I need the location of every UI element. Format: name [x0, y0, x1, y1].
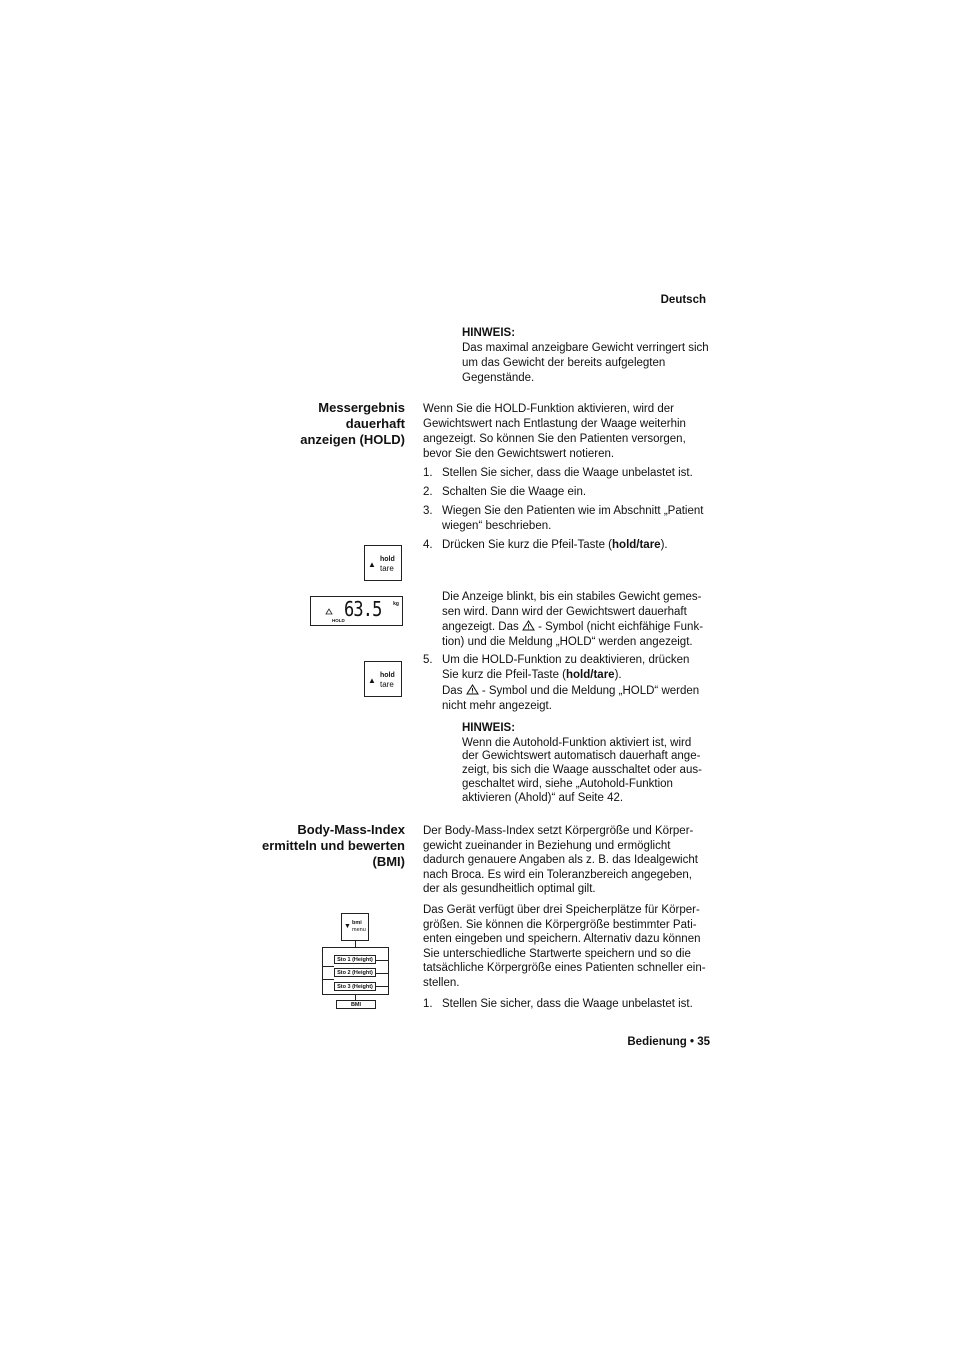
- paragraph-line: tatsächliche Körpergröße eines Patienten schneller ein-: [423, 962, 706, 975]
- scale-display-illustration: [310, 596, 403, 626]
- paragraph-line: bevor Sie den Gewichtswert notieren.: [423, 448, 615, 460]
- note-line: Wenn die Autohold-Funktion aktiviert ist, wird: [462, 736, 692, 749]
- paragraph-line: stellen.: [423, 976, 460, 989]
- paragraph-line: Die Anzeige blinkt, bis ein stabiles Gewicht gemes-: [442, 591, 702, 603]
- list-number: 5.: [423, 654, 433, 666]
- flow-box-sto1: Sto 1 (Height): [334, 955, 376, 964]
- paragraph-line: nach Broca. Es wird ein Toleranzbereich angegeben,: [423, 868, 692, 881]
- bmi-paragraph-2: [423, 903, 718, 991]
- note-block-2: [462, 722, 722, 805]
- key-name-bold: hold/tare: [566, 669, 615, 681]
- text-run: ).: [614, 669, 622, 681]
- list-text: Schalten Sie die Waage ein.: [442, 486, 587, 498]
- list-text: [442, 538, 712, 553]
- list-number: 1.: [423, 467, 433, 479]
- paragraph-line: dadurch genauere Angaben als z. B. das Idealgewicht: [423, 854, 698, 867]
- paragraph-line: Das Gerät verfügt über drei Speicherplätze für Körper-: [423, 904, 700, 916]
- list-text: [442, 653, 712, 714]
- key-label-top: bmi: [352, 920, 362, 926]
- text-run: Sie kurz die Pfeil-Taste (: [442, 669, 566, 681]
- key-label-top: hold: [380, 672, 395, 679]
- up-arrow-icon: ▲: [368, 560, 376, 569]
- paragraph-line: der als gesundheitlich optimal gilt.: [423, 883, 596, 896]
- note-line: zeigt, bis sich die Waage ausschaltet oder aus-: [462, 764, 702, 777]
- paragraph-line: sen wird. Dann wird der Gewichtswert dauerhaft: [442, 606, 687, 618]
- paragraph-line: angezeigt. So können Sie den Patienten versorgen,: [423, 433, 686, 445]
- flow-box-sto2: Sto 2 (Height): [334, 968, 376, 977]
- key-label-bottom: menu: [352, 927, 366, 933]
- section-heading-hold: [240, 400, 405, 448]
- display-unit: kg: [393, 601, 399, 607]
- hold-intro-paragraph: [423, 402, 713, 462]
- list-number: 3.: [423, 505, 433, 517]
- list-text-line: [442, 668, 712, 683]
- flow-connector: [322, 979, 334, 980]
- flow-connector: [322, 966, 334, 967]
- note-line: Das maximal anzeigbare Gewicht verringert sich: [462, 342, 709, 354]
- note-line: Gegenstände.: [462, 372, 535, 384]
- heading-line: Body-Mass-Index: [297, 822, 405, 837]
- heading-line: ermitteln und bewerten: [261, 838, 405, 853]
- display-value: 63.5: [344, 597, 382, 621]
- text-run: ).: [660, 539, 668, 551]
- list-text: Stellen Sie sicher, dass die Waage unbelastet ist.: [442, 467, 693, 479]
- warning-triangle-icon: [522, 620, 535, 631]
- paragraph-line: Der Body-Mass-Index setzt Körpergröße und Körper-: [423, 825, 694, 837]
- flow-connector: [322, 947, 389, 948]
- flow-connector: [388, 947, 389, 995]
- key-name-bold: hold/tare: [612, 539, 661, 551]
- paragraph-line: Sie unterschiedliche Startwerte speichern und so die: [423, 947, 691, 960]
- note-line: geschaltet wird, siehe „Autohold-Funktion: [462, 777, 673, 790]
- note-line: um das Gewicht der bereits aufgelegten: [462, 357, 666, 369]
- down-arrow-icon: ▼: [344, 923, 351, 930]
- paragraph-line: größen. Sie können die Körpergröße bestimmter Pati-: [423, 918, 697, 931]
- text-run: angezeigt. Das: [442, 621, 522, 633]
- paragraph-line: [442, 620, 717, 635]
- list-text-line: Um die HOLD-Funktion zu deaktivieren, drücken: [442, 654, 690, 666]
- list-text-line: nicht mehr angezeigt.: [442, 700, 552, 712]
- page-footer: Bedienung • 35: [627, 1036, 710, 1048]
- section-heading-bmi: [220, 822, 405, 870]
- display-hold-label: HOLD: [332, 618, 345, 623]
- paragraph-line: Gewichtswert nach Entlastung der Waage weiterhin: [423, 418, 686, 430]
- heading-line: dauerhaft: [345, 416, 405, 431]
- flow-connector: [376, 973, 389, 974]
- key-label-bottom: tare: [380, 564, 394, 573]
- paragraph-line: gewicht zueinander in Beziehung und ermöglicht: [423, 839, 671, 852]
- hold-tare-key-icon: [364, 661, 402, 697]
- text-run: - Symbol und die Meldung „HOLD“ werden: [478, 685, 700, 697]
- heading-line: (BMI): [372, 854, 405, 869]
- paragraph-line: Wenn Sie die HOLD-Funktion aktivieren, wird der: [423, 403, 674, 415]
- list-text-line: wiegen“ beschrieben.: [442, 520, 552, 532]
- note-block-1: [462, 326, 722, 386]
- warning-triangle-icon: [326, 609, 332, 614]
- page-language-header: Deutsch: [660, 294, 706, 306]
- list-text: [442, 504, 712, 534]
- note-line: aktivieren (Ahold)“ auf Seite 42.: [462, 791, 624, 804]
- flow-box-bmi: BMI: [336, 1000, 376, 1009]
- flow-connector: [322, 947, 323, 995]
- list-number: 4.: [423, 539, 433, 551]
- bmi-paragraph-1: [423, 824, 718, 897]
- text-run: Das: [442, 685, 466, 697]
- list-text-line: Wiegen Sie den Patienten wie im Abschnitt „Patient: [442, 505, 704, 517]
- text-run: Drücken Sie kurz die Pfeil-Taste (: [442, 539, 613, 551]
- bmi-menu-key-icon: [341, 913, 369, 941]
- list-text: Stellen Sie sicher, dass die Waage unbelastet ist.: [442, 998, 693, 1010]
- key-label-top: hold: [380, 556, 395, 563]
- heading-line: anzeigen (HOLD): [300, 432, 405, 447]
- flow-connector: [376, 960, 389, 961]
- note-title: HINWEIS:: [462, 722, 516, 734]
- heading-line: Messergebnis: [318, 400, 405, 415]
- hold-tare-key-icon: [364, 545, 402, 581]
- list-number: 2.: [423, 486, 433, 498]
- blink-paragraph: [442, 590, 717, 650]
- up-arrow-icon: ▲: [368, 676, 376, 685]
- warning-triangle-icon: [466, 684, 479, 695]
- paragraph-line: enten eingeben und speichern. Alternativ dazu können: [423, 933, 701, 946]
- key-label-bottom: tare: [380, 680, 394, 689]
- flow-box-sto3: Sto 3 (Height): [334, 982, 376, 991]
- list-text-line: [442, 684, 712, 699]
- text-run: - Symbol (nicht eichfähige Funk-: [534, 621, 704, 633]
- flow-connector: [376, 986, 389, 987]
- list-number: 1.: [423, 998, 433, 1010]
- note-line: der Gewichtswert automatisch dauerhaft ange-: [462, 750, 701, 763]
- note-title: HINWEIS:: [462, 327, 516, 339]
- paragraph-line: tion) und die Meldung „HOLD“ werden angezeigt.: [442, 636, 693, 648]
